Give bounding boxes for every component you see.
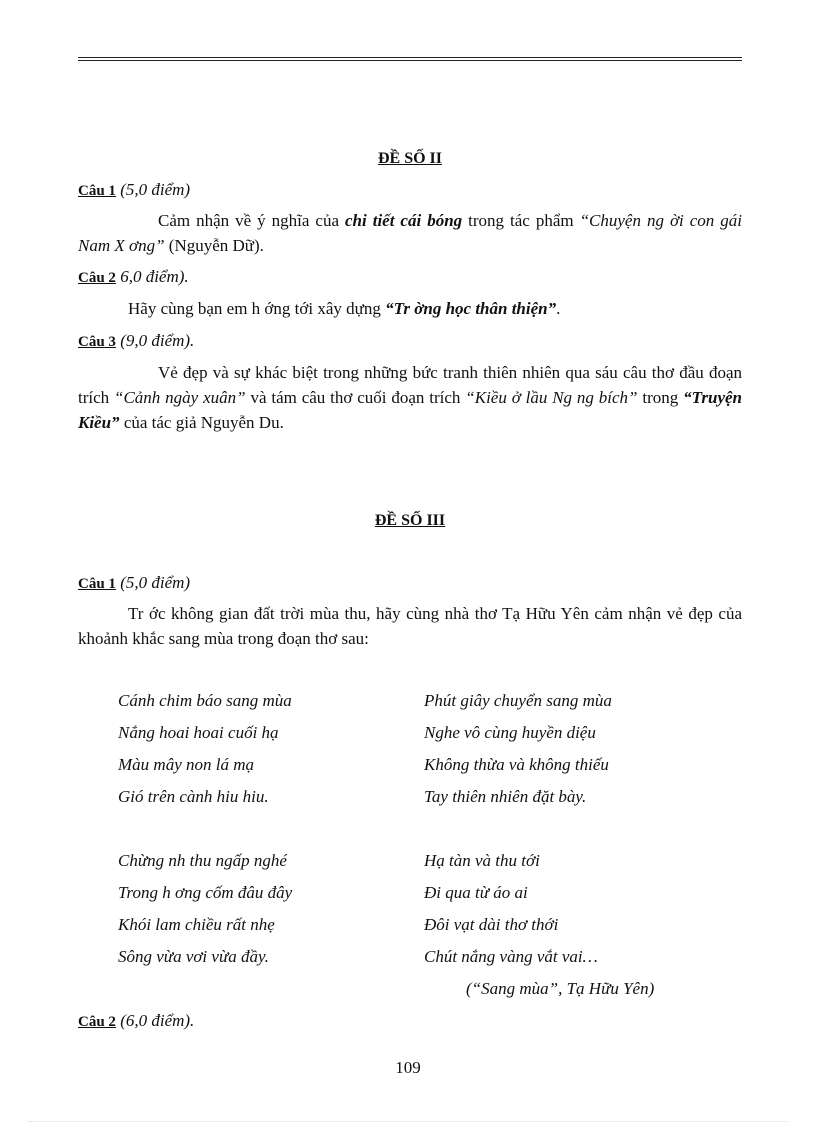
de2-cau2-heading [78,264,742,291]
poem-stanza-1-left [118,685,292,813]
poem-line: Chừng nh thu ngấp nghé [118,851,287,870]
question-points: (6,0 điểm). [115,1011,195,1030]
poem-line: Tay thiên nhiên đặt bày. [424,787,587,806]
page-number: 109 [395,1058,421,1077]
poem-line: Nghe vô cùng huyền diệu [424,723,596,742]
de2-cau3-text: Vẻ đẹp và sự khác biệt trong những bức tranh thiên nhiên qua sáu câu thơ đầu đoạn trích “Cảnh ngày xuân” và tám câu thơ cuối đoạn trích “Kiều ở lầu Ng ng bích” trong “Truyện Kiều” của tác giả Nguyễn Du. [78,363,742,432]
question-label: Câu 3 [78,334,116,350]
question-points: (9,0 điểm). [115,331,195,350]
de3-cau2-heading [78,1008,742,1035]
section-title-de-2: ĐỀ SỐ II [377,150,443,167]
question-label: Câu 1 [78,576,116,592]
work-title: “Cảnh ngày xuân” [114,388,246,407]
poem-line: Gió trên cành hiu hiu. [118,787,269,806]
question-points: (5,0 điểm) [115,573,191,592]
de3-cau1-text: Tr ớc không gian đất trời mùa thu, hãy cùng nhà thơ Tạ Hữu Yên cảm nhận vẻ đẹp của khoảnh khắc sang mùa trong đoạn thơ sau: [78,604,742,648]
poem-stanza-2-right [424,845,598,973]
emphasis: “Truyện Kiều” [78,388,742,432]
de2-cau1-text: Cảm nhận về ý nghĩa của chi tiết cái bóng trong tác phẩm “Chuyện ng ời con gái Nam X ơng” (Nguyễn Dữ). [78,211,743,255]
de2-cau2-text: Hãy cùng bạn em h ớng tới xây dựng “Tr ờng học thân thiện”. [128,299,561,318]
poem-line: Không thừa và không thiếu [424,755,609,774]
poem-line: Sông vừa vơi vừa đầy. [118,947,269,966]
question-points: (5,0 điểm) [115,180,191,199]
de2-cau3-heading [78,328,742,355]
section-title-de-3: ĐỀ SỐ III [374,512,446,529]
poem-line: Nắng hoai hoai cuối hạ [118,723,279,742]
work-title: “Chuyện ng ời con gái Nam X ơng” [78,211,743,255]
poem-line: Màu mây non lá mạ [118,755,254,774]
poem-stanza-1-right [424,685,612,813]
question-label: Câu 1 [78,183,116,199]
poem-line: Đôi vạt dài thơ thới [424,915,559,934]
poem-line: Khói lam chiều rất nhẹ [118,915,275,934]
footer-dotted-line [28,1121,788,1122]
question-points: 6,0 điểm). [115,267,189,286]
poem-source: (“Sang mùa”, Tạ Hữu Yên) [466,979,655,998]
question-label: Câu 2 [78,1014,116,1030]
emphasis: “Tr ờng học thân thiện” [385,299,557,318]
poem-line: Phút giây chuyển sang mùa [424,691,612,710]
poem-line: Đi qua từ áo ai [424,883,528,902]
poem-line: Hạ tàn và thu tới [424,851,540,870]
header-rule-bottom [78,60,742,61]
poem-line: Cánh chim báo sang mùa [118,691,292,710]
de2-cau1-heading [78,177,742,204]
header-rule-top [78,57,742,58]
poem-line: Trong h ơng cốm đâu đây [118,883,293,902]
poem-stanza-2-left [118,845,292,973]
question-label: Câu 2 [78,270,116,286]
poem-line: Chút nắng vàng vắt vai… [424,947,598,966]
work-title: “Kiều ở lầu Ng ng bích” [465,388,638,407]
de3-cau1-heading [78,570,742,597]
emphasis: chi tiết cái bóng [345,211,463,230]
